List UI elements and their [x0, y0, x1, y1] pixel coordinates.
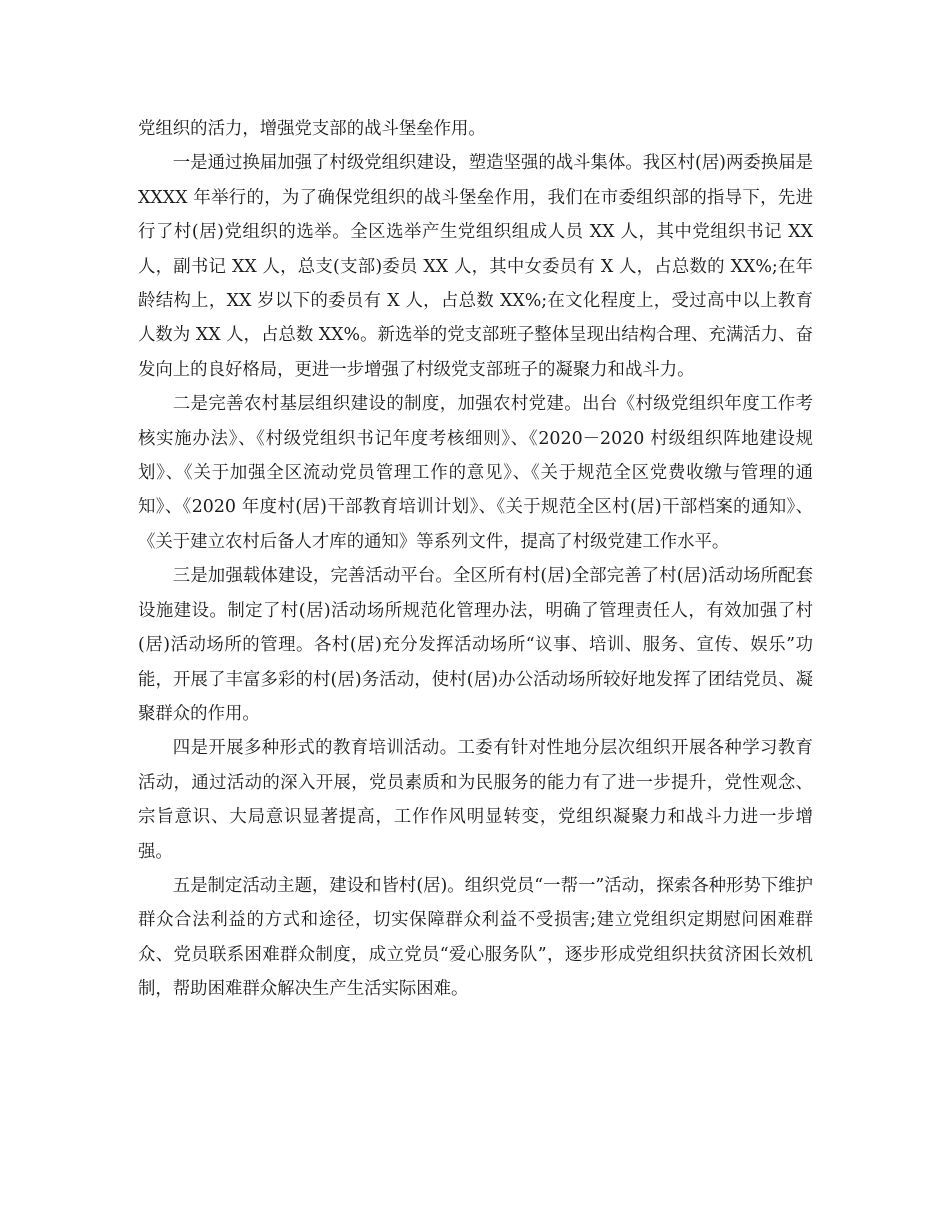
document-body	[138, 112, 813, 1007]
paragraph-1-village-organization: 一是通过换届加强了村级党组织建设，塑造坚强的战斗集体。我区村(居)两委换届是 XXXX 年举行的，为了确保党组织的战斗堡垒作用，我们在市委组织部的指导下，先进行了村(居)党组织的选举。全区选举产生党组织组成人员 XX 人，其中党组织书记 XX 人，副书记 XX 人，总支(支部)委员 XX 人，其中女委员有 X 人，占总数的 XX%;在年龄结构上，XX 岁以下的委员有 X 人，占总数 XX%;在文化程度上，受过高中以上教育人数为 XX 人，占总数 XX%。新选举的党支部班子整体呈现出结构合理、充满活力、奋发向上的良好格局，更进一步增强了村级党支部班子的凝聚力和战斗力。	[138, 153, 813, 380]
paragraph-continuation: 党组织的活力，增强党支部的战斗堡垒作用。	[138, 119, 486, 139]
paragraph-4-education-training: 四是开展多种形式的教育培训活动。工委有针对性地分层次组织开展各种学习教育活动，通过活动的深入开展，党员素质和为民服务的能力有了进一步提升，党性观念、宗旨意识、大局意识显著提高，工作作风明显转变，党组织凝聚力和战斗力进一步增强。	[138, 738, 813, 862]
paragraph-2-grassroots-system: 二是完善农村基层组织建设的制度，加强农村党建。出台《村级党组织年度工作考核实施办法》、《村级党组织书记年度考核细则》、《2020－2020 村级组织阵地建设规划》、《关于加强全区流动党员管理工作的意见》、《关于规范全区党费收缴与管理的通知》、《2020 年度村(居)干部教育培训计划》、《关于规范全区村(居)干部档案的通知》、《关于建立农村后备人才库的通知》等系列文件，提高了村级党建工作水平。	[138, 394, 813, 552]
paragraph-3-activity-platform: 三是加强载体建设，完善活动平台。全区所有村(居)全部完善了村(居)活动场所配套设施建设。制定了村(居)活动场所规范化管理办法，明确了管理责任人，有效加强了村(居)活动场所的管理。各村(居)充分发挥活动场所“议事、培训、服务、宣传、娱乐”功能，开展了丰富多彩的村(居)务活动，使村(居)办公活动场所较好地发挥了团结党员、凝聚群众的作用。	[138, 566, 813, 724]
paragraph-5-activity-theme: 五是制定活动主题，建设和皆村(居)。组织党员“一帮一”活动，探索各种形势下维护群众合法利益的方式和途径，切实保障群众利益不受损害;建立党组织定期慰问困难群众、党员联系困难群众制度，成立党员“爱心服务队”，逐步形成党组织扶贫济困长效机制，帮助困难群众解决生产生活实际困难。	[138, 875, 813, 1000]
